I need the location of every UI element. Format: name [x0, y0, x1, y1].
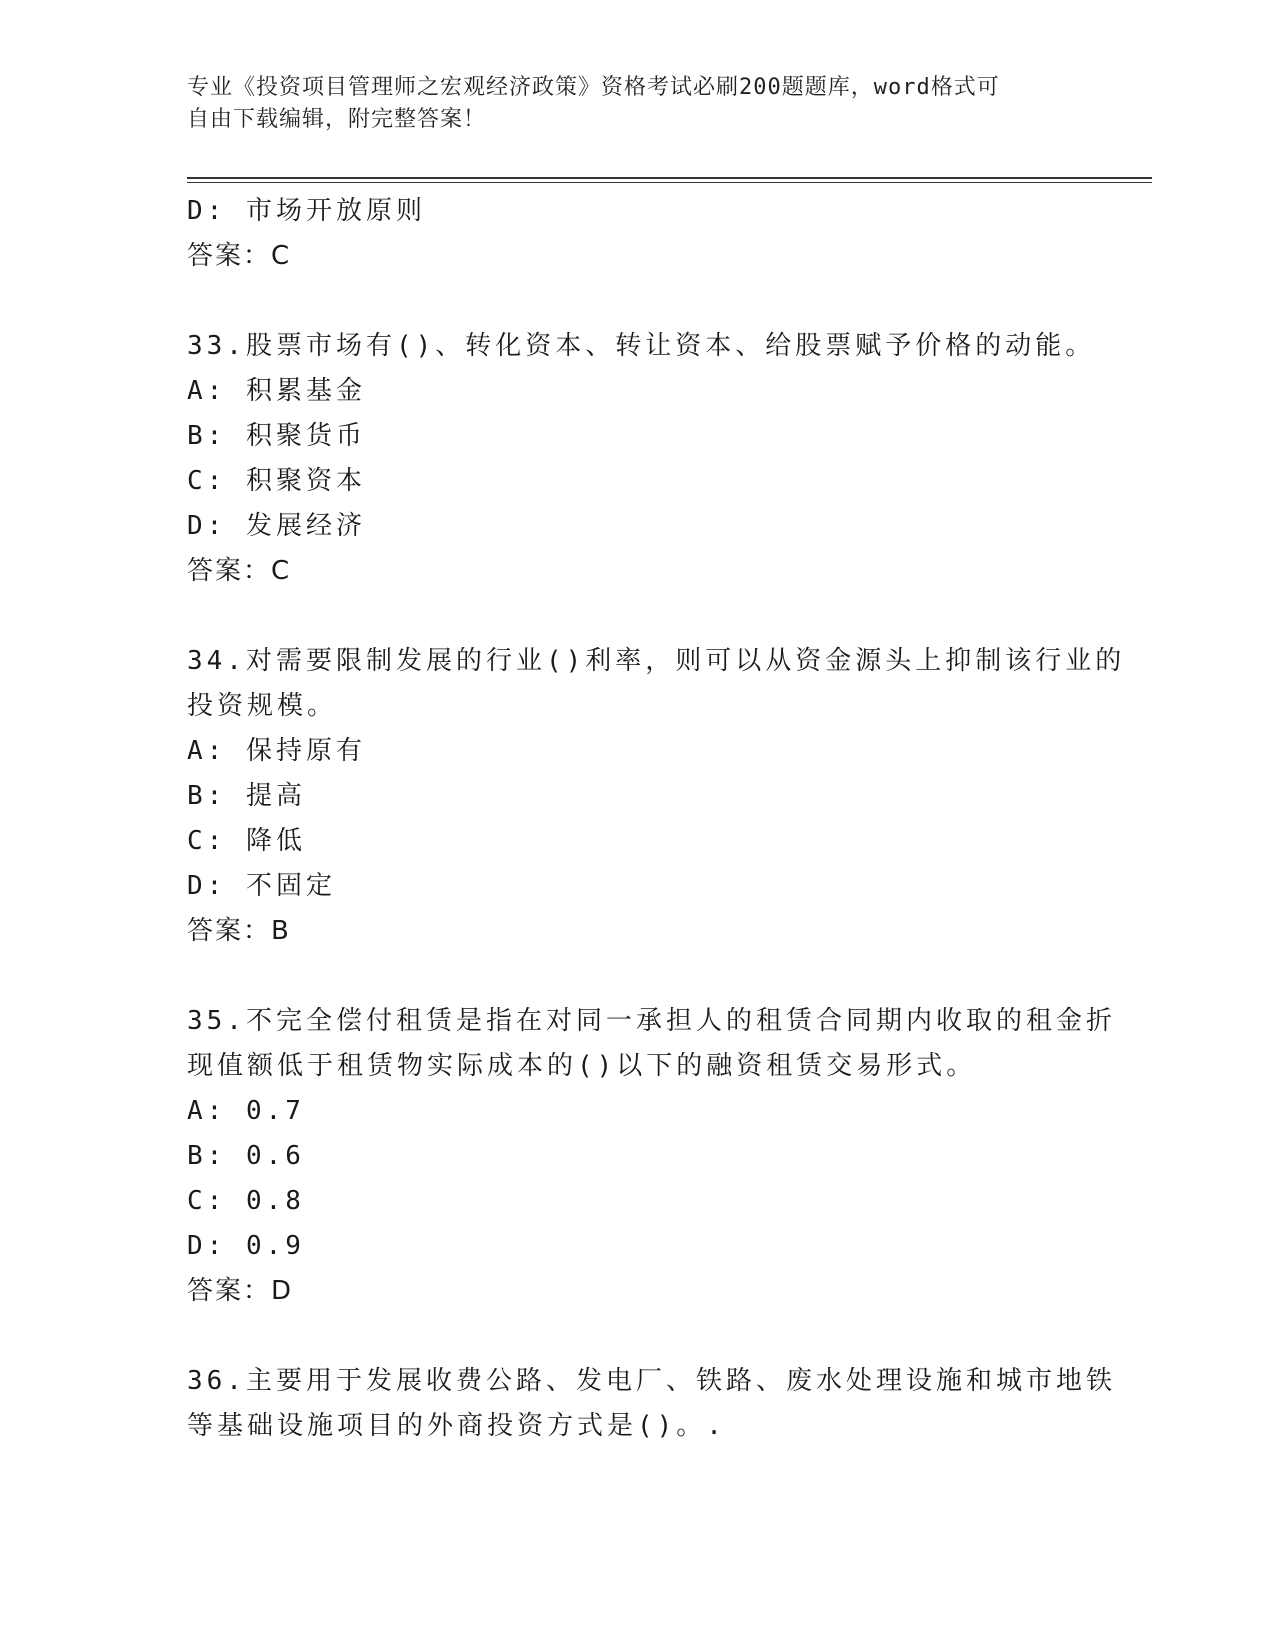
answer: 答案：C — [187, 556, 292, 586]
spacer — [187, 1314, 1087, 1359]
question-stem-line-2: 现值额低于租赁物实际成本的()以下的融资租赁交易形式。 — [187, 1051, 977, 1081]
prev-option-d: D: 市场开放原则 — [187, 196, 426, 226]
option-c: C: 积聚资本 — [187, 466, 366, 496]
question-35 — [187, 999, 1116, 1314]
document-header — [187, 72, 1067, 136]
option-a: A: 积累基金 — [187, 376, 366, 406]
spacer — [187, 279, 1087, 324]
option-a: A: 0.7 — [187, 1096, 305, 1126]
option-c: C: 降低 — [187, 826, 306, 856]
option-b: B: 0.6 — [187, 1141, 305, 1171]
question-list — [187, 189, 1126, 1449]
option-c: C: 0.8 — [187, 1186, 305, 1216]
option-d: D: 不固定 — [187, 871, 336, 901]
option-b: B: 积聚货币 — [187, 421, 366, 451]
question-34 — [187, 639, 1126, 954]
question-stem: 33.股票市场有()、转化资本、转让资本、给股票赋予价格的动能。 — [187, 331, 1096, 361]
spacer — [187, 594, 1087, 639]
spacer — [187, 954, 1087, 999]
question-stem-line-1: 35.不完全偿付租赁是指在对同一承担人的租赁合同期内收取的租金折 — [187, 1006, 1116, 1036]
answer: 答案：B — [187, 916, 291, 946]
header-rule-thick — [187, 177, 1152, 179]
question-33 — [187, 324, 1096, 594]
prev-answer: 答案：C — [187, 241, 292, 271]
answer: 答案：D — [187, 1276, 294, 1306]
question-stem-line-1: 36.主要用于发展收费公路、发电厂、铁路、废水处理设施和城市地铁 — [187, 1366, 1116, 1396]
question-stem-line-2: 等基础设施项目的外商投资方式是()。. — [187, 1411, 726, 1441]
question-36 — [187, 1359, 1116, 1449]
option-a: A: 保持原有 — [187, 736, 366, 766]
header-rule-thin — [187, 182, 1152, 183]
option-d: D: 0.9 — [187, 1231, 305, 1261]
question-stem-line-2: 投资规模。 — [187, 691, 338, 721]
header-line-1: 专业《投资项目管理师之宏观经济政策》资格考试必刷200题题库，word格式可 — [187, 75, 1000, 100]
option-d: D: 发展经济 — [187, 511, 366, 541]
option-b: B: 提高 — [187, 781, 306, 811]
header-line-2: 自由下载编辑，附完整答案！ — [187, 107, 487, 132]
question-stem-line-1: 34.对需要限制发展的行业()利率，则可以从资金源头上抑制该行业的 — [187, 646, 1126, 676]
